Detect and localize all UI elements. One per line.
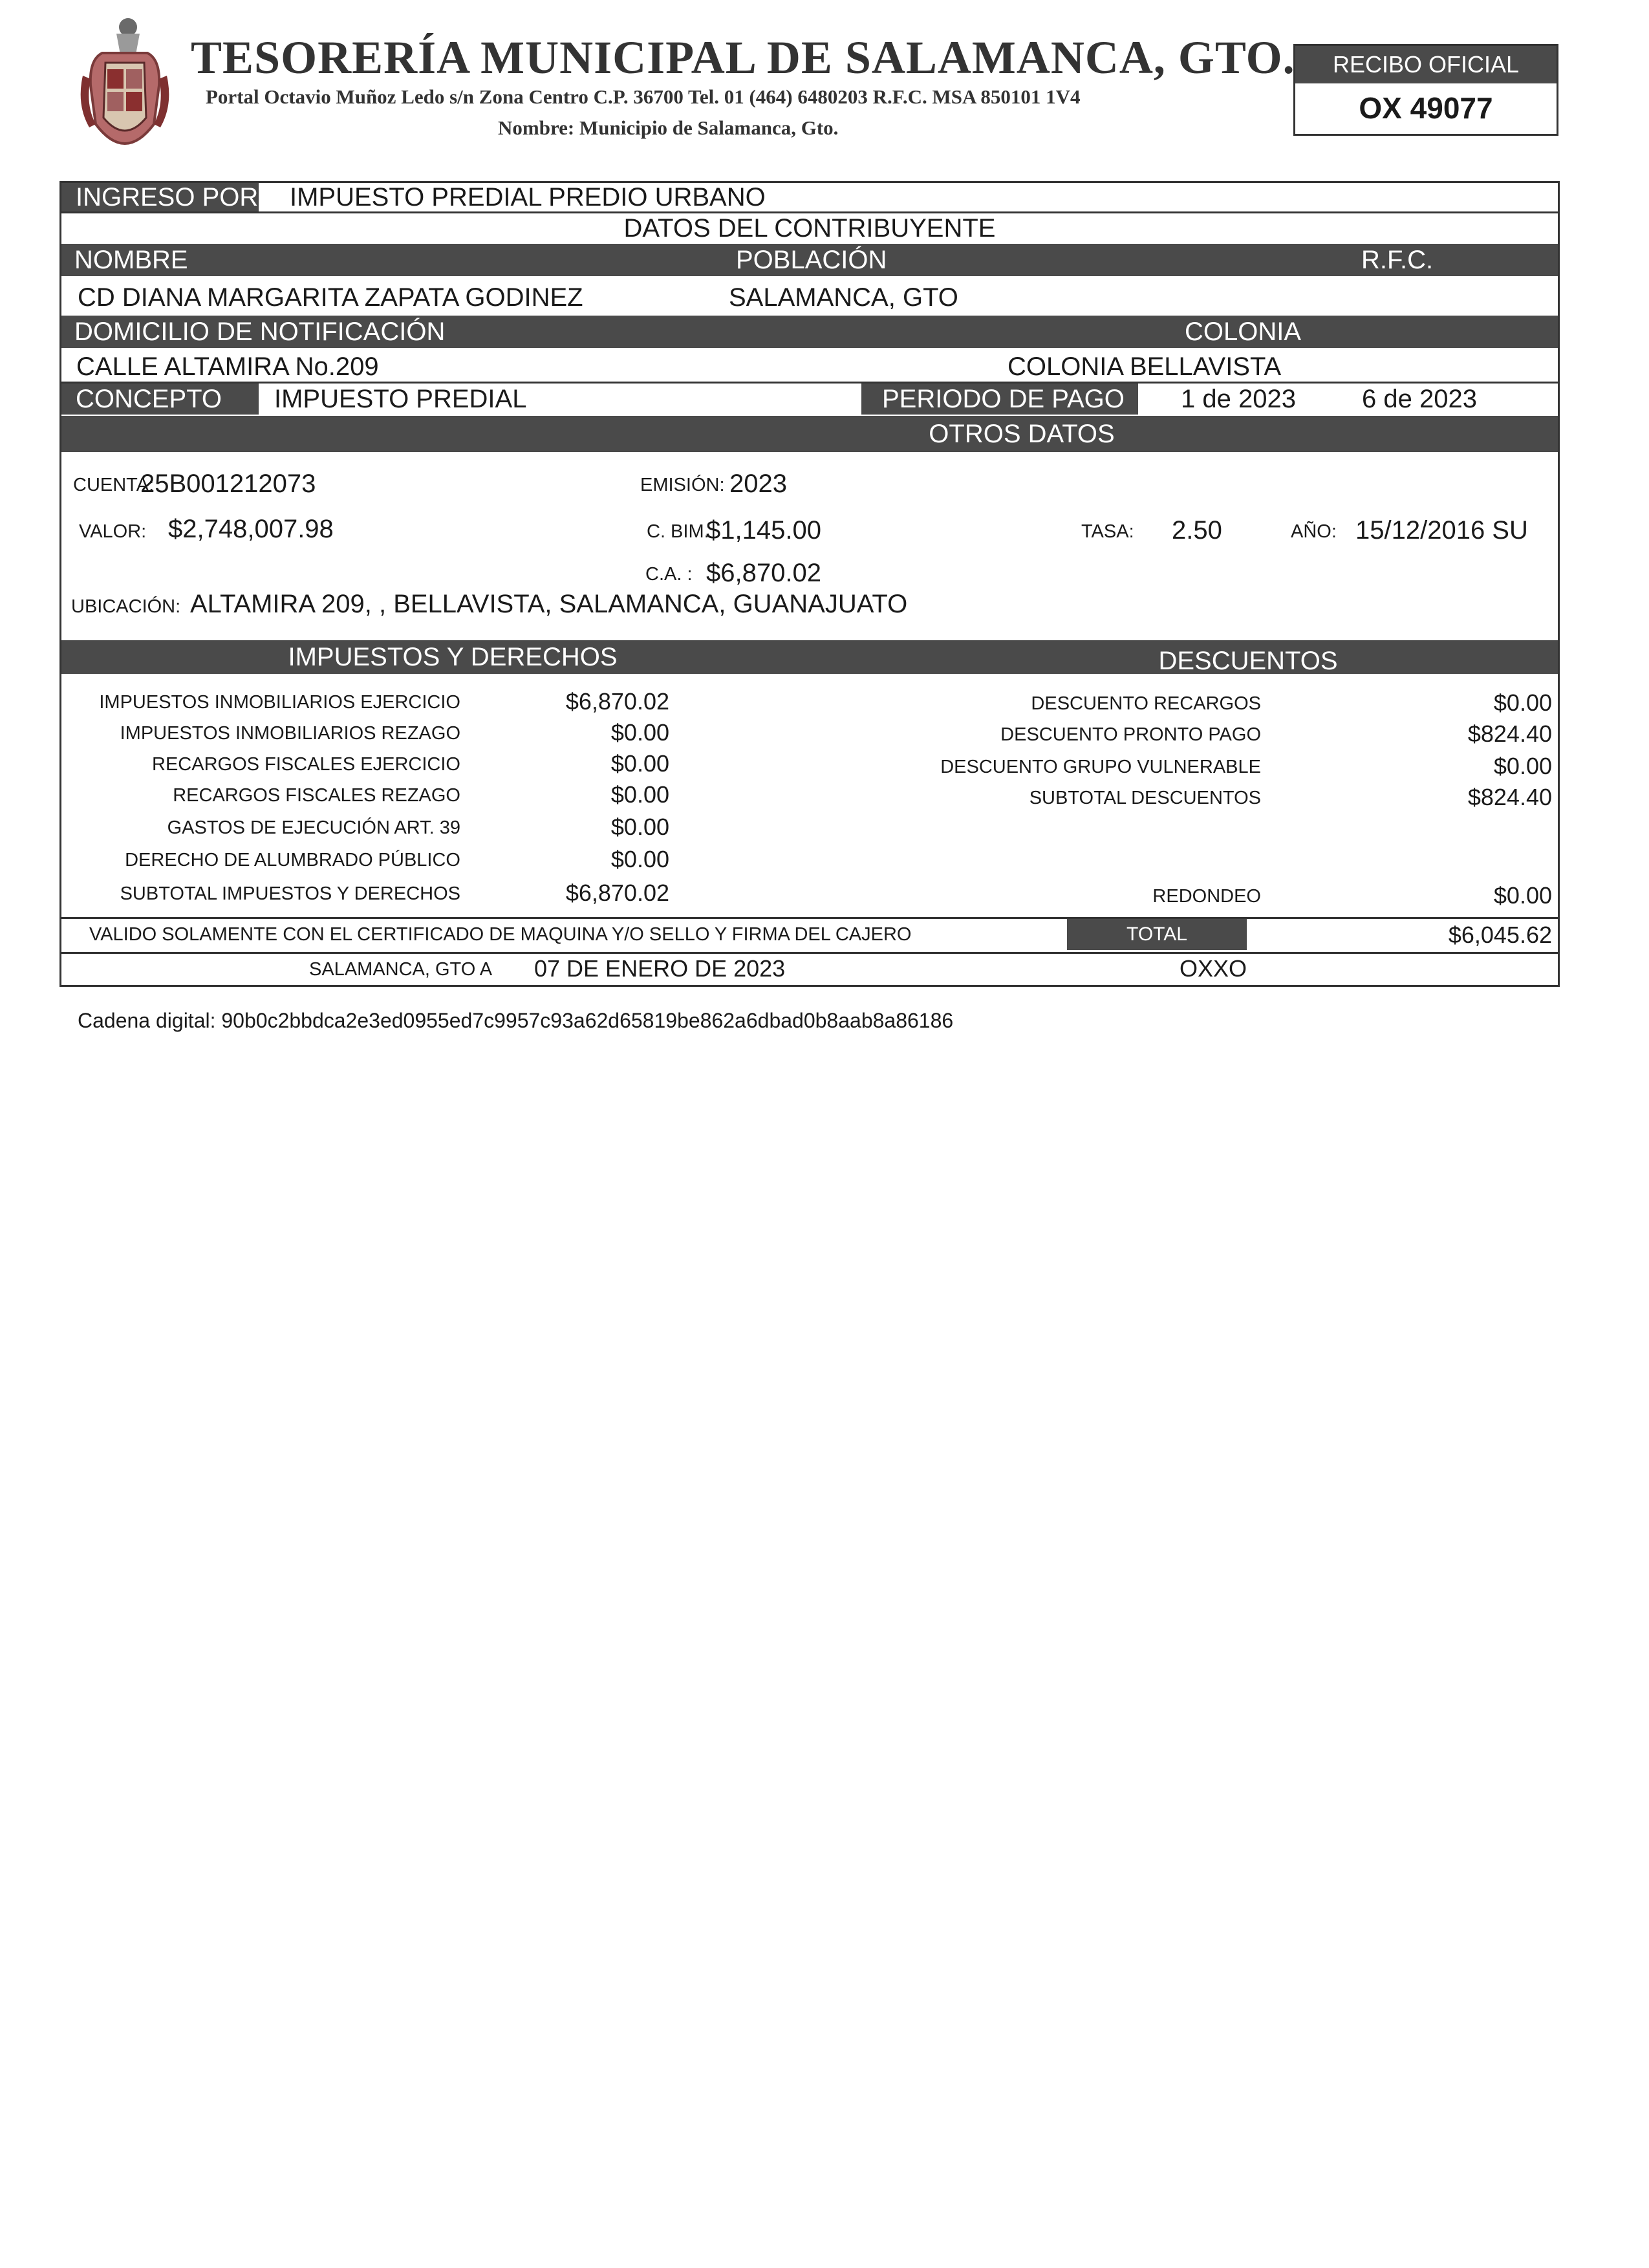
impuesto-label: RECARGOS FISCALES EJERCICIO — [152, 754, 460, 775]
concepto-value: IMPUESTO PREDIAL — [274, 385, 527, 413]
impuesto-amount: $0.00 — [610, 719, 669, 746]
tasa-value: 2.50 — [1172, 516, 1222, 545]
impuesto-amount: $0.00 — [610, 814, 669, 840]
subtotal-impuestos-label: SUBTOTAL IMPUESTOS Y DERECHOS — [120, 883, 460, 904]
total-amount: $6,045.62 — [1448, 922, 1552, 948]
divider — [61, 211, 1558, 213]
impuesto-label: DERECHO DE ALUMBRADO PÚBLICO — [125, 850, 460, 870]
descuentos-title: DESCUENTOS — [1158, 647, 1338, 675]
impuesto-amount: $0.00 — [610, 846, 669, 872]
impuesto-amount: $0.00 — [610, 781, 669, 808]
domicilio-label: DOMICILIO DE NOTIFICACIÓN — [74, 318, 446, 346]
redondeo-amount: $0.00 — [1493, 882, 1552, 909]
ca-label: C.A. : — [645, 564, 693, 585]
anio-label: AÑO: — [1291, 521, 1337, 542]
ubicacion-value: ALTAMIRA 209, , BELLAVISTA, SALAMANCA, GUANAJUATO — [190, 590, 908, 618]
impuesto-amount: $6,870.02 — [565, 688, 669, 715]
anio-value: 15/12/2016 SU — [1355, 516, 1528, 545]
cbim-label: C. BIM. — [647, 521, 709, 542]
receipt-number: OX 49077 — [1359, 91, 1493, 125]
ingreso-value: IMPUESTO PREDIAL PREDIO URBANO — [290, 183, 766, 211]
valor-label: VALOR: — [79, 521, 147, 542]
lugar-text: SALAMANCA, GTO A — [309, 959, 493, 980]
emision-label: EMISIÓN: — [640, 475, 725, 495]
cuenta-value: 25B001212073 — [140, 470, 316, 498]
impuesto-label: RECARGOS FISCALES REZAGO — [173, 785, 460, 806]
contribuyente-poblacion: SALAMANCA, GTO — [729, 283, 958, 312]
contribuyente-nombre: CD DIANA MARGARITA ZAPATA GODINEZ — [78, 283, 583, 312]
descuento-amount: $824.40 — [1467, 720, 1552, 747]
colonia-label: COLONIA — [1185, 318, 1302, 346]
cuenta-label: CUENTA: — [73, 475, 155, 495]
issuer-address: Portal Octavio Muñoz Ledo s/n Zona Centro C.P. 36700 Tel. 01 (464) 6480203 R.F.C. MSA 850101 1V4 — [206, 85, 1081, 108]
receipt-box — [1293, 44, 1558, 136]
fecha-text: 07 DE ENERO DE 2023 — [534, 955, 786, 982]
ubicacion-label: UBICACIÓN: — [71, 596, 181, 617]
issuer-name: Nombre: Municipio de Salamanca, Gto. — [498, 116, 839, 139]
municipal-coat-of-arms-icon — [76, 14, 173, 160]
subtotal-descuentos-label: SUBTOTAL DESCUENTOS — [1029, 788, 1261, 808]
tasa-label: TASA: — [1081, 521, 1134, 542]
otros-datos-header-bar — [61, 416, 1558, 452]
descuento-amount: $0.00 — [1493, 753, 1552, 779]
descuento-label: DESCUENTO RECARGOS — [1031, 693, 1261, 714]
impuestos-title: IMPUESTOS Y DERECHOS — [288, 643, 618, 671]
rfc-label: R.F.C. — [1361, 246, 1434, 274]
subtotal-impuestos-amount: $6,870.02 — [565, 880, 669, 906]
descuento-label: DESCUENTO PRONTO PAGO — [1000, 724, 1261, 745]
cajero-text: OXXO — [1180, 955, 1247, 982]
impuesto-amount: $0.00 — [610, 750, 669, 777]
cbim-value: $1,145.00 — [706, 516, 821, 545]
cadena-digital: Cadena digital: 90b0c2bbdca2e3ed0955ed7c9957c93a62d65819be862a6dbad0b8aab8a86186 — [78, 1009, 954, 1032]
total-label: TOTAL — [1067, 919, 1247, 950]
nombre-label: NOMBRE — [74, 246, 188, 274]
descuento-amount: $0.00 — [1493, 689, 1552, 716]
impuesto-label: IMPUESTOS INMOBILIARIOS EJERCICIO — [99, 692, 460, 713]
validez-note: VALIDO SOLAMENTE CON EL CERTIFICADO DE MAQUINA Y/O SELLO Y FIRMA DEL CAJERO — [89, 924, 912, 945]
descuento-label: DESCUENTO GRUPO VULNERABLE — [940, 757, 1261, 777]
impuesto-label: IMPUESTOS INMOBILIARIOS REZAGO — [120, 723, 460, 744]
otros-datos-title: OTROS DATOS — [929, 420, 1115, 448]
periodo-inicio: 1 de 2023 — [1181, 385, 1296, 413]
contribuyente-colonia: COLONIA BELLAVISTA — [1008, 352, 1282, 381]
ingreso-label: INGRESO POR — [61, 183, 259, 211]
poblacion-label: POBLACIÓN — [736, 246, 887, 274]
receipt-label: RECIBO OFICIAL — [1295, 46, 1557, 83]
periodo-label: PERIODO DE PAGO — [861, 383, 1138, 415]
page-title: TESORERÍA MUNICIPAL DE SALAMANCA, GTO. — [191, 32, 1295, 83]
contribuyente-domicilio: CALLE ALTAMIRA No.209 — [76, 352, 379, 381]
impuesto-label: GASTOS DE EJECUCIÓN ART. 39 — [167, 817, 460, 838]
contribuyente-section-title: DATOS DEL CONTRIBUYENTE — [623, 214, 996, 243]
divider — [61, 952, 1558, 954]
ca-value: $6,870.02 — [706, 559, 821, 587]
subtotal-descuentos-amount: $824.40 — [1467, 784, 1552, 810]
concepto-label: CONCEPTO — [61, 383, 259, 415]
periodo-fin: 6 de 2023 — [1362, 385, 1477, 413]
divider — [61, 917, 1558, 919]
redondeo-label: REDONDEO — [1152, 886, 1261, 907]
emision-value: 2023 — [729, 470, 787, 498]
valor-value: $2,748,007.98 — [168, 515, 334, 543]
